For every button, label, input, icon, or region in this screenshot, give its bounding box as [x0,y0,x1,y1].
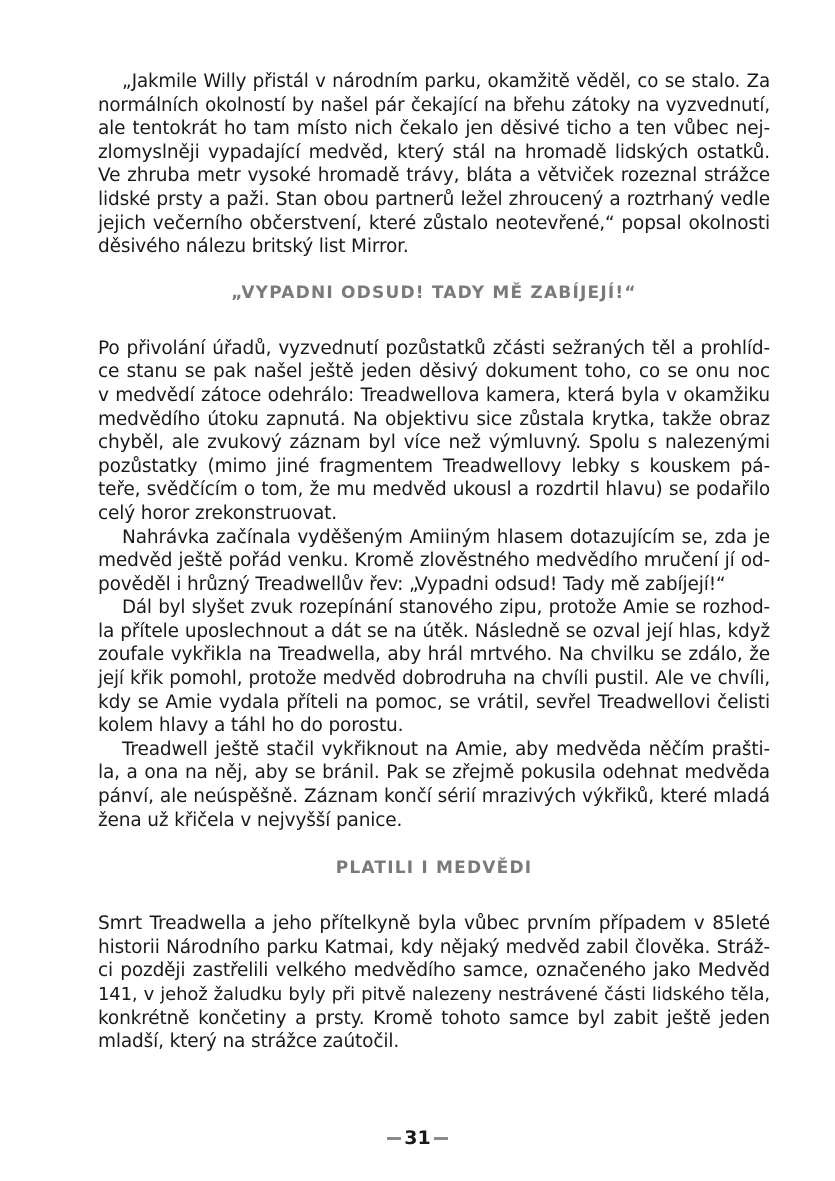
text-line: kdy se Amie vydala příteli na pomoc, se vrátil, sevřel Treadwellovi čelisti [98,691,770,713]
text-line: la, a ona na něj, aby se bránil. Pak se zřejmě pokusila odehnat medvěda [98,762,770,784]
text-line: medvědího útoku zapnutá. Na objektivu sice zůstala krytka, takže obraz [98,408,770,430]
text-line: pověděl i hrůzný Treadwellův řev: „Vypadni odsud! Tady mě zabíjejí!“ [98,573,726,595]
text-line: Smrt Treadwella a jeho přítelkyně byla vůbec prvním případem v 85leté [98,913,770,935]
section-heading: PLATILI I MEDVĚDI [335,858,533,879]
text-line: normálních okolností by našel pár čekající na břehu zátoky na vyzvednutí, [98,94,770,116]
text-line: celý horor zrekonstruovat. [98,502,338,524]
text-line: mladší, který na strážce zaútočil. [98,1031,400,1053]
page-number: 31 [404,1127,431,1149]
text-line: Po přivolání úřadů, vyzvednutí pozůstatků zčásti sežraných těl a prohlíd- [98,337,770,359]
text-line: Ve zhruba metr vysoké hromadě trávy, bláta a větviček rozeznal strážce [98,165,770,187]
text-line: Dál byl slyšet zvuk rozepínání stanového zipu, protože Amie se rozhod- [122,597,770,619]
section-heading: „VYPADNI ODSUD! TADY MĚ ZABÍJEJÍ!“ [231,282,637,303]
paragraph [98,70,770,259]
text-line: medvěd ještě pořád venku. Kromě zlověstného medvědího mručení jí od- [98,550,770,572]
text-line: zlomyslněji vypadající medvěd, který stál na hromadě lidských ostatků. [98,141,770,163]
text-line: děsivého nálezu britský list Mirror. [98,236,409,258]
text-line: její křik pomohl, protože medvěd dobrodruha na chvíli pustil. Ale ve chvíli, [98,668,770,690]
text-line: ale tentokrát ho tam místo nich čekalo jen děsivé ticho a ten vůbec nej- [98,118,770,140]
text-line: la přítele uposlechnout a dát se na útěk. Následně se ozval její hlas, když [98,620,770,642]
page-footer [0,1126,835,1150]
text-line: jejich večerního občerstvení, které zůstalo neotevřené,“ popsal okolnosti [98,212,770,234]
paragraph [98,526,770,597]
text-line: Treadwell ještě stačil vykřiknout na Amie, aby medvěda něčím prašti- [122,738,770,760]
paragraph [98,596,770,738]
text-line: ce stanu se pak našel ještě jeden děsivý dokument toho, co se onu noc [98,361,770,383]
text-line: v medvědí zátoce odehrálo: Treadwellova kamera, která byla v okamžiku [98,384,770,406]
footer-rule-left [387,1137,401,1140]
paragraph [98,337,770,526]
page-body [98,70,770,1054]
text-line: žena už křičela v nejvyšší panice. [98,809,403,831]
text-line: chyběl, ale zvukový záznam byl více než výmluvný. Spolu s nalezenými [98,432,770,454]
text-line: ci později zastřelili velkého medvědího samce, označeného jako Medvěd [98,960,770,982]
text-line: „Jakmile Willy přistál v národním parku, okamžitě věděl, co se stalo. Za [122,71,770,92]
text-line: kolem hlavy a táhl ho do porostu. [98,715,404,737]
footer-rule-right [434,1137,448,1140]
text-line: zoufale vykřikla na Treadwella, aby hrál mrtvého. Na chvilku se zdálo, že [98,644,770,666]
text-line: historii Národního parku Katmai, kdy nějaký medvěd zabil člověka. Stráž- [98,936,770,958]
text-line: lidské prsty a paži. Stan obou partnerů ležel zhroucený a roztrhaný vedle [98,188,770,210]
text-line: 141, v jehož žaludku byly při pitvě nalezeny nestrávené části lidského těla, [98,984,770,1005]
text-line: teře, svědčícím o tom, že mu medvěd ukousl a rozdrtil hlavu) se podařilo [98,479,770,501]
text-line: konkrétně končetiny a prsty. Kromě tohoto samce byl zabit ještě jeden [98,1007,770,1029]
text-line: Nahrávka začínala vyděšeným Amiiným hlasem dotazujícím se, zda je [122,526,770,548]
text-line: pánví, ale neúspěšně. Záznam končí sérií mrazivých výkřiků, které mladá [98,786,770,808]
text-line: pozůstatky (mimo jiné fragmentem Treadwellovy lebky s kouskem pá- [98,455,770,477]
paragraph [98,738,770,832]
paragraph [98,912,770,1054]
